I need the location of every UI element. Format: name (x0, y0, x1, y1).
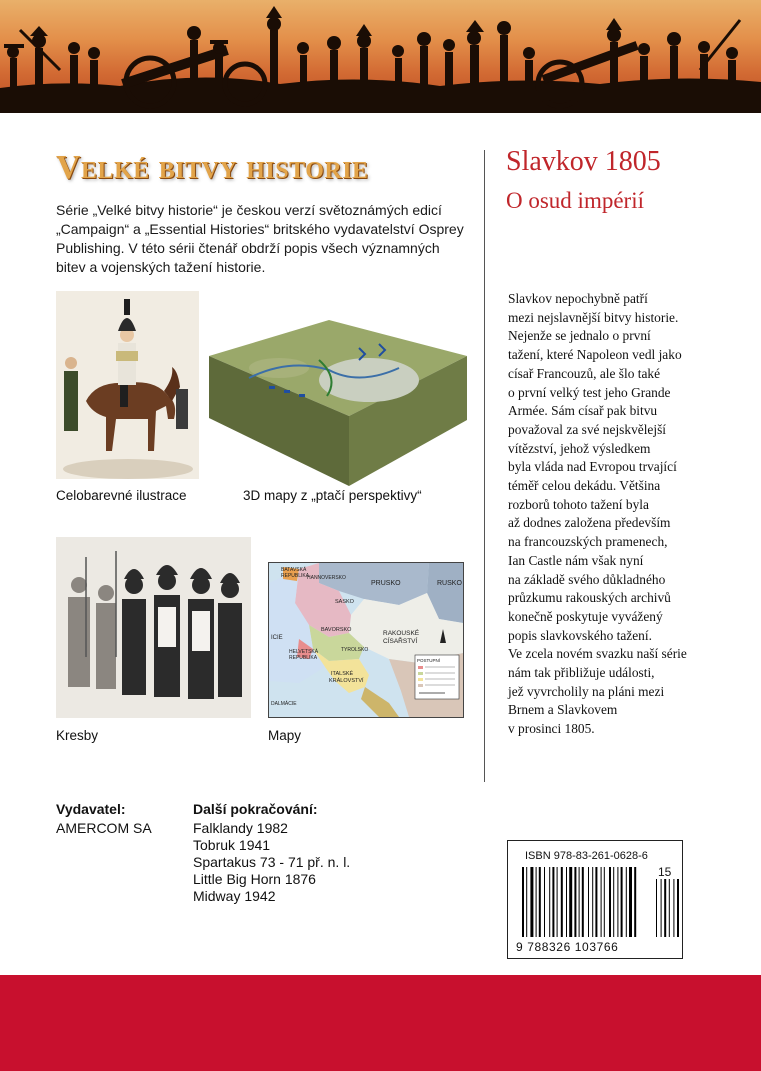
map-label: SASKO (335, 599, 354, 605)
blurb-line: mezi nejslavnější bitvy historie. (508, 309, 679, 325)
list-item: Falklandy 1982 (193, 820, 288, 836)
blurb-line: téměř celou dekádu. Většina (508, 478, 661, 494)
blurb-line: rozborů tohoto tažení byla (508, 496, 649, 512)
barcode-box (507, 840, 683, 959)
blurb-line: Slavkov nepochybně patří (508, 291, 648, 306)
blurb-line: na základě svého důkladného (508, 571, 666, 587)
blurb-line: Nejenže se jednalo o první (508, 328, 651, 344)
blurb-line: o první velký test jeho Grande (508, 384, 671, 400)
map-label: REPUBLIKA (289, 655, 318, 661)
map-label: TYROLSKO (341, 647, 369, 653)
publisher-name: AMERCOM SA (56, 820, 152, 836)
list-item: Spartakus 73 - 71 př. n. l. (193, 854, 351, 870)
map-label: ITALSKÉ (331, 671, 354, 677)
barcode-addon: 15 (658, 865, 672, 879)
map-image (268, 562, 464, 718)
3d-map-image (209, 308, 469, 488)
list-item: Midway 1942 (193, 888, 276, 904)
map-label: BATAVSKÁ (281, 567, 307, 573)
map-label: CÍSAŘSTVÍ (383, 638, 418, 645)
book-title: Slavkov 1805 (506, 146, 661, 177)
blurb-line: v prosinci 1805. (508, 721, 595, 737)
series-intro: Série „Velké bitvy historie“ je českou verzí světoznámých edicí „Campaign“ a „Essential Histories“ britského vydavatelství Osprey Publishing. V této sérii čtenář obdrží popis všech významných bitev a vojenských tažení historie. (56, 202, 464, 275)
feature-caption: Kresby (56, 728, 99, 743)
feature-caption: Celobarevné ilustrace (56, 488, 187, 503)
map-label: KRÁLOVSTVÍ (329, 678, 364, 684)
map-label: DALMÁCIE (271, 701, 297, 707)
list-item: Tobruk 1941 (193, 837, 271, 853)
map-label: HANNOVERSKO (307, 575, 346, 581)
blurb-line: vítězství, jehož výsledkem (508, 440, 651, 456)
blurb-line: císař Francouzů, ale šlo také (508, 365, 661, 381)
map-label: RUSKO (437, 580, 462, 587)
blurb-line: popis slavkovského tažení. (508, 627, 652, 643)
map-legend-title: POSTUPNÍ (417, 658, 441, 663)
blurb-line: Armée. Sám císař pak bitvu (508, 403, 658, 419)
illustration-image (56, 291, 199, 479)
blurb-line: Brnem a Slavkovem (508, 702, 618, 718)
feature-caption: Mapy (268, 728, 302, 743)
isbn-text: ISBN 978-83-261-0628-6 (525, 850, 648, 862)
blurb-line: průzkumu rakouských archivů (508, 590, 671, 606)
map-label: REPUBLIKA (281, 573, 310, 579)
next-titles-label: Další pokračování: (193, 801, 318, 817)
series-title: Velké bitvy historie (56, 149, 369, 186)
blurb-line: až dodnes založena především (508, 515, 671, 531)
footer-band (0, 975, 761, 1071)
map-label: PRUSKO (371, 580, 401, 587)
blurb-line: považoval za své nejskvělejší (508, 421, 667, 437)
battle-silhouette-banner (0, 0, 761, 113)
blurb-line: nám tak přibližuje události, (508, 665, 655, 681)
feature-caption: 3D mapy z „ptačí perspektivy“ (243, 488, 422, 503)
soldiers-silhouette-icon (0, 0, 761, 113)
blurb-line: Ve zcela novém svazku naší série (508, 646, 687, 662)
blurb-line: Ian Castle nám však nyní (508, 552, 644, 568)
book-blurb (508, 290, 710, 739)
barcode-number: 9 788326 103766 (516, 940, 619, 954)
drawing-image (56, 537, 251, 718)
map-label: ICIE (271, 635, 283, 641)
column-divider (484, 150, 485, 782)
list-item: Little Big Horn 1876 (193, 871, 316, 887)
next-titles-list (193, 820, 350, 905)
map-label: BAVORSKO (321, 627, 352, 633)
book-subtitle: O osud impérií (506, 188, 644, 213)
blurb-line: konečně poskytuje vyvážený (508, 608, 663, 624)
blurb-line: na francouzských pramenech, (508, 534, 668, 550)
blurb-line: tažení, které Napoleon vedl jako (508, 347, 682, 363)
blurb-line: byla vláda nad Evropou trvající (508, 459, 677, 475)
publisher-label: Vydavatel: (56, 801, 126, 817)
map-label: HELVETSKÁ (289, 649, 319, 655)
map-label: RAKOUSKÉ (383, 630, 420, 637)
blurb-line: jež vyvrcholily na pláni mezi (508, 683, 665, 699)
